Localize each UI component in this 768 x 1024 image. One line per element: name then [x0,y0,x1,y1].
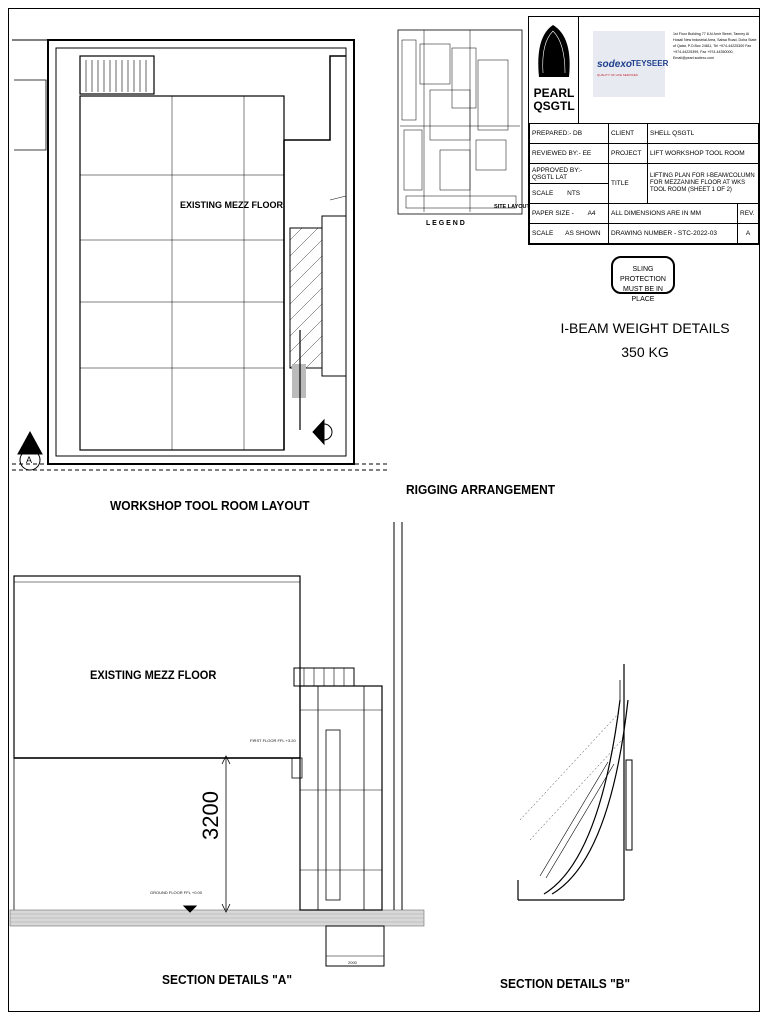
section-mezz-label: EXISTING MEZZ FLOOR [90,668,217,682]
pearl-wordmark [531,87,577,113]
section-b-title: SECTION DETAILS "B" [500,976,631,991]
title-block [528,16,760,245]
first-floor-label: FIRST FLOOR FFL +3.20 [250,738,296,743]
scale-cell [530,224,609,244]
ibeam-weight-details [560,316,730,364]
partner-brand-cell [579,17,759,123]
sodexo-teyseer-logo [593,31,669,97]
client-label: CLIENT [609,124,648,144]
section-marker-a: A [26,455,33,465]
mezz-floor-outline [80,96,284,450]
approved-by: APPROVED BY:- QSGTL LAT [530,164,609,184]
project-label: PROJECT [609,144,648,164]
sling-line-1: SLING PROTECTION [620,266,666,283]
company-address: 1st Floor Building 77 8 Al Amir Street, Tammy Al Hosaii New Industrial Area, Salwa Road, Doha State of Qatar, P.O.Box 24811, Tel +974-44225300 Fax +974-44225399, Fax +974-44350000, Email@pearl.sodexo.com [673,32,757,60]
rev-value: A [738,224,759,244]
site-layout-map [398,30,522,214]
project-value: LIFT WORKSHOP TOOL ROOM [648,144,759,164]
scale-nts: NTS [567,190,581,197]
paper-size-label: PAPER SIZE - [532,210,574,217]
title-label: TITLE [609,164,648,204]
reviewed-by: REVIEWED BY:- EE [530,144,609,164]
section-a-title: SECTION DETAILS "A" [162,972,293,987]
site-layout-label: SITE LAYOUT [494,204,530,210]
plan-mezz-label: EXISTING MEZZ FLOOR [180,200,283,210]
ibeam-title: I-BEAM WEIGHT DETAILS [560,320,730,336]
section-a-mezz [14,576,300,758]
scaffold-tower [300,686,382,910]
rigging-title: RIGGING ARRANGEMENT [406,482,556,497]
paper-size-cell [530,204,609,224]
drawing-number: DRAWING NUMBER - STC-2022-03 [609,224,738,244]
legend-label: L E G E N D [426,220,465,227]
dimensions-note: ALL DIMENSIONS ARE IN MM [609,204,738,224]
teyseer-text: TEYSEER [631,59,669,68]
staircase [80,56,154,94]
scale-nts-cell [530,184,609,204]
bottom-dimension: 2000 [348,960,357,965]
sodexo-tagline: QUALITY OF LIFE SERVICES [597,73,638,77]
title-block-table [529,123,759,244]
client-value: SHELL QSGTL [648,124,759,144]
title-value: LIFTING PLAN FOR I-BEAM/COLUMN FOR MEZZANINE FLOOR AT WKS TOOL ROOM (SHEET 1 OF 2) [648,164,759,204]
ground-floor-label: GROUND FLOOR FFL +0.00 [150,890,202,895]
pearl-logo-cell [529,17,579,123]
plan-outer-wall [48,40,354,464]
ibeam-weight: 350 KG [621,344,669,360]
qsgtl-text: QSGTL [533,99,575,113]
prepared-by: PREPARED:- DB [530,124,609,144]
sodexo-text: sodexo [597,59,633,70]
dimension-3200: 3200 [198,791,223,840]
paper-size-value: A4 [587,210,596,217]
rev-label: REV. [738,204,759,224]
scale-value: AS SHOWN [565,230,601,237]
scale-label-top: SCALE [532,190,554,197]
workshop-layout-title: WORKSHOP TOOL ROOM LAYOUT [110,498,310,513]
sling-protection-note [611,256,675,303]
scale-label: SCALE [532,230,554,237]
sling-line-2: MUST BE IN PLACE [623,286,663,303]
pearl-text: PEARL [533,86,575,100]
